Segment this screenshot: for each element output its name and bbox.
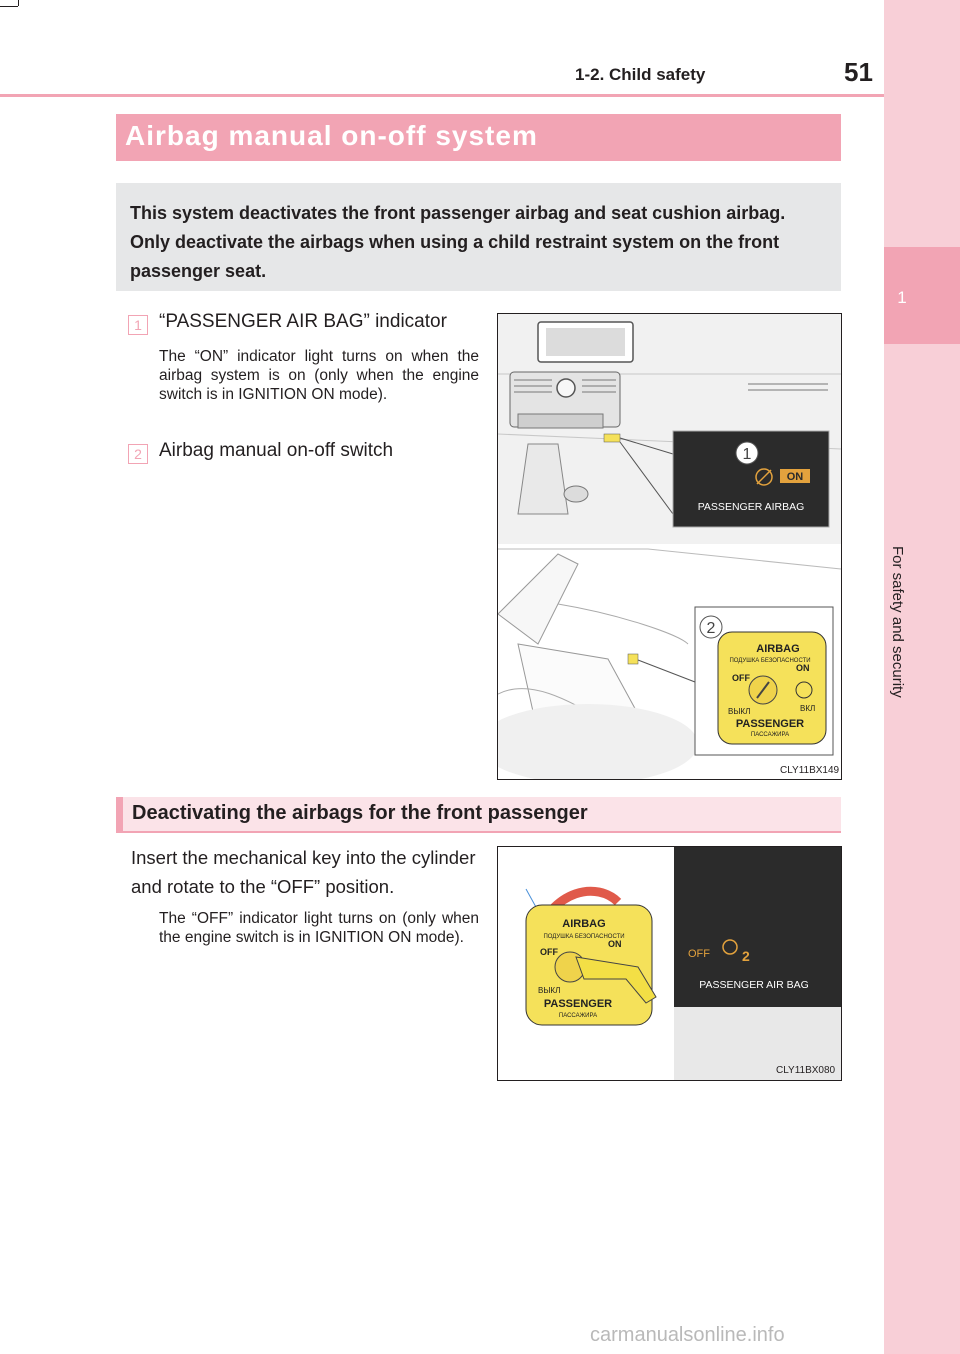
indicator2-caption: PASSENGER AIR BAG bbox=[699, 979, 809, 991]
header-rule bbox=[0, 94, 884, 97]
chapter-title: For safety and security bbox=[889, 546, 906, 698]
switch-illustration bbox=[498, 847, 841, 1080]
figure2-code: CLY11BX080 bbox=[776, 1065, 836, 1076]
switch2-off-ru-label: ВЫКЛ bbox=[538, 986, 561, 995]
intro-text: This system deactivates the front passenger airbag and seat cushion airbag. Only deactivate the airbags when using a child restraint system on the front passenger seat. bbox=[130, 203, 786, 281]
switch-on-ru-label: ВКЛ bbox=[800, 704, 816, 713]
dashboard-illustration bbox=[498, 314, 841, 779]
instruction-note: The “OFF” indicator light turns on (only when the engine switch is in IGNITION ON mode). bbox=[159, 910, 479, 946]
figure-code: CLY11BX149 bbox=[780, 765, 840, 776]
crop-mark bbox=[0, 6, 18, 7]
switch-top-ru-label: ПОДУШКА БЕЗОПАСНОСТИ bbox=[729, 658, 811, 664]
item-number-badge: 2 bbox=[128, 444, 148, 464]
switch2-off-label: OFF bbox=[540, 947, 558, 957]
switch-bottom-label: PASSENGER bbox=[735, 718, 805, 730]
switch-bottom-ru-label: ПАССАЖИРА bbox=[750, 732, 790, 738]
callout-1: 1 bbox=[742, 446, 752, 463]
item-label: Airbag manual on-off switch bbox=[159, 440, 394, 461]
indicator-off-text: OFF bbox=[688, 948, 710, 960]
subsection-heading-text: Deactivating the airbags for the front passenger bbox=[132, 802, 588, 824]
intro-box bbox=[116, 183, 841, 291]
switch2-top-ru-label: ПОДУШКА БЕЗОПАСНОСТИ bbox=[543, 934, 625, 940]
item-description: The “ON” indicator light turns on when the airbag system is on (only when the engine switch is in IGNITION ON mode). bbox=[159, 348, 479, 403]
page-number: 51 bbox=[844, 57, 873, 87]
callout-2: 2 bbox=[706, 620, 716, 637]
switch2-bottom-label: PASSENGER bbox=[543, 998, 613, 1010]
section-label: 1-2. Child safety bbox=[575, 65, 706, 84]
switch-top-label: AIRBAG bbox=[756, 643, 800, 655]
chapter-number: 1 bbox=[897, 288, 907, 307]
svg-text:2: 2 bbox=[742, 948, 750, 964]
switch-off-ru-label: ВЫКЛ bbox=[728, 707, 751, 716]
item-number-badge: 1 bbox=[128, 315, 148, 335]
page-title: Airbag manual on-off system bbox=[116, 114, 841, 161]
switch2-top-label: AIRBAG bbox=[562, 918, 606, 930]
instruction-text: Insert the mechanical key into the cylinder and rotate to the “OFF” position. bbox=[131, 847, 476, 897]
switch2-on-label: ON bbox=[608, 939, 622, 949]
item-label: “PASSENGER AIR BAG” indicator bbox=[159, 311, 447, 332]
switch2-bottom-ru-label: ПАССАЖИРА bbox=[558, 1013, 598, 1019]
indicator-caption: PASSENGER AIRBAG bbox=[697, 501, 805, 513]
dashboard-figure bbox=[497, 313, 842, 780]
watermark: carmanualsonline.info bbox=[590, 1324, 785, 1346]
switch-figure bbox=[497, 846, 842, 1081]
subsection-heading bbox=[116, 797, 841, 833]
indicator-on-text: ON bbox=[786, 471, 804, 483]
switch-off-label: OFF bbox=[732, 673, 750, 683]
heading-accent-bar bbox=[116, 797, 123, 833]
crop-mark bbox=[18, 0, 19, 6]
switch-on-label: ON bbox=[796, 663, 810, 673]
